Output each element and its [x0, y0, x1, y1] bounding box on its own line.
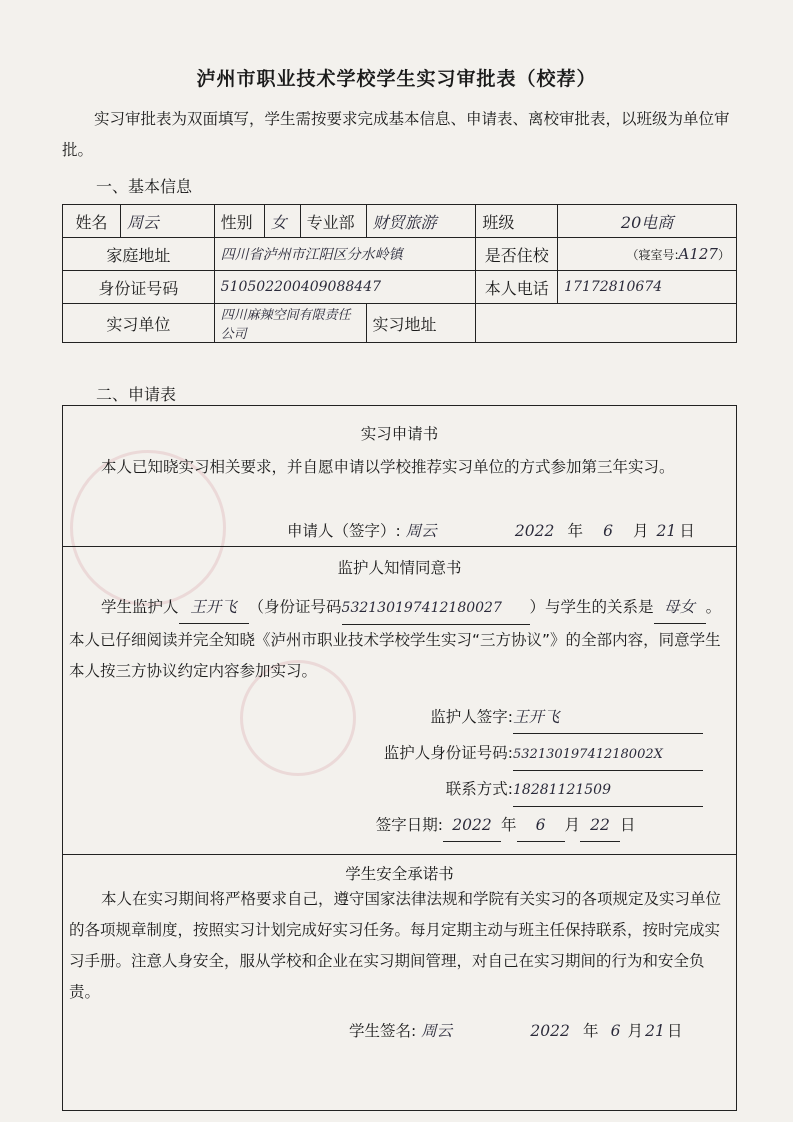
safety-year: 2022	[530, 1022, 570, 1040]
applicant-signature: 周云	[405, 522, 437, 540]
safety-signature-line: 学生签名: 周云 2022 年 6 月 21 日	[349, 1016, 683, 1047]
relation-value: 母女	[654, 592, 706, 624]
guardian-contact-value: 18281121509	[513, 775, 703, 807]
app-day: 21	[656, 522, 677, 540]
addr2-label: 实习地址	[366, 304, 476, 343]
guardian-day: 22	[580, 810, 620, 842]
id-value: 510502200409088447	[214, 271, 476, 304]
application-box	[62, 405, 737, 1111]
dorm-value: A127	[678, 245, 718, 263]
guardian-sign-row: 监护人签字:王开飞	[343, 702, 733, 734]
phone-label: 本人电话	[476, 271, 558, 304]
safety-body: 本人在实习期间将严格要求自己，遵守国家法律法规和学院有关实习的各项规定及实习单位的各项规章制度，按照实习计划完成好实习任务。每月定期主动与班主任保持联系，按时完成实习手册。注意人身安全，服从学校和企业在实习期间管理，对自己在实习期间的行为和安全负责。	[69, 890, 722, 1001]
id-label: 身份证号码	[63, 271, 215, 304]
guardian-year: 2022	[443, 810, 501, 842]
guardian-id-inline: 532130197412180027	[342, 593, 530, 625]
gender-label: 性别	[214, 205, 264, 238]
student-signature: 周云	[421, 1022, 453, 1040]
guardian-signature: 王开飞	[513, 702, 703, 734]
guardian-contact-row: 联系方式:18281121509	[343, 774, 733, 807]
safety-title: 学生安全承诺书	[345, 865, 454, 883]
basic-info-table	[62, 204, 737, 343]
class-label: 班级	[476, 205, 558, 238]
divider	[63, 546, 736, 547]
application-signature-line: 申请人（签字）: 周云 2022 年 6 月 21 日	[287, 516, 695, 547]
application-title: 实习申请书	[360, 425, 439, 443]
divider	[63, 854, 736, 855]
address-label: 家庭地址	[63, 238, 215, 271]
page-title: 泸州市职业技术学校学生实习审批表（校荐）	[196, 68, 597, 90]
safety-day: 21	[645, 1022, 665, 1040]
application-body: 本人已知晓实习相关要求，并自愿申请以学校推荐实习单位的方式参加第三年实习。	[101, 458, 675, 476]
unit-label: 实习单位	[63, 304, 215, 343]
app-month: 6	[603, 522, 613, 540]
class-value: 20电商	[558, 205, 737, 238]
guardian-name-inline: 王开飞	[179, 592, 249, 624]
boarding-label: 是否住校	[476, 238, 558, 271]
gender-value: 女	[264, 205, 300, 238]
section-heading-application: 二、申请表	[96, 385, 177, 404]
name-value: 周云	[120, 205, 214, 238]
guardian-date-row: 签字日期: 2022 年 6 月 22 日	[343, 810, 733, 842]
major-label: 专业部	[300, 205, 366, 238]
guardian-title: 监护人知情同意书	[337, 559, 462, 577]
unit-value: 四川麻辣空间有限责任公司	[214, 304, 366, 343]
section-heading-basic: 一、基本信息	[96, 177, 193, 196]
app-year: 2022	[514, 522, 555, 540]
addr2-value	[476, 304, 737, 343]
name-label: 姓名	[63, 205, 121, 238]
phone-value: 17172810674	[558, 271, 737, 304]
major-value: 财贸旅游	[366, 205, 476, 238]
address-value: 四川省泸州市江阳区分水岭镇	[214, 238, 476, 271]
guardian-id-row: 监护人身份证号码:53213019741218002X	[343, 738, 733, 771]
guardian-id-value: 53213019741218002X	[513, 739, 703, 771]
intro-paragraph: 实习审批表为双面填写，学生需按要求完成基本信息、申请表、离校审批表，以班级为单位审批。	[62, 110, 730, 159]
guardian-month: 6	[517, 810, 565, 842]
dorm-field: （寝室号:A127）	[558, 238, 737, 271]
guardian-body: 学生监护人 王开飞 （身份证号码532130197412180027 ）与学生的关系是 母女 。本人已仔细阅读并完全知晓《泸州市职业技术学校学生实习“三方协议”》的全部内容，同意学生本人按三方协议约定内容参加实习。	[69, 592, 733, 687]
safety-month: 6	[610, 1022, 621, 1040]
